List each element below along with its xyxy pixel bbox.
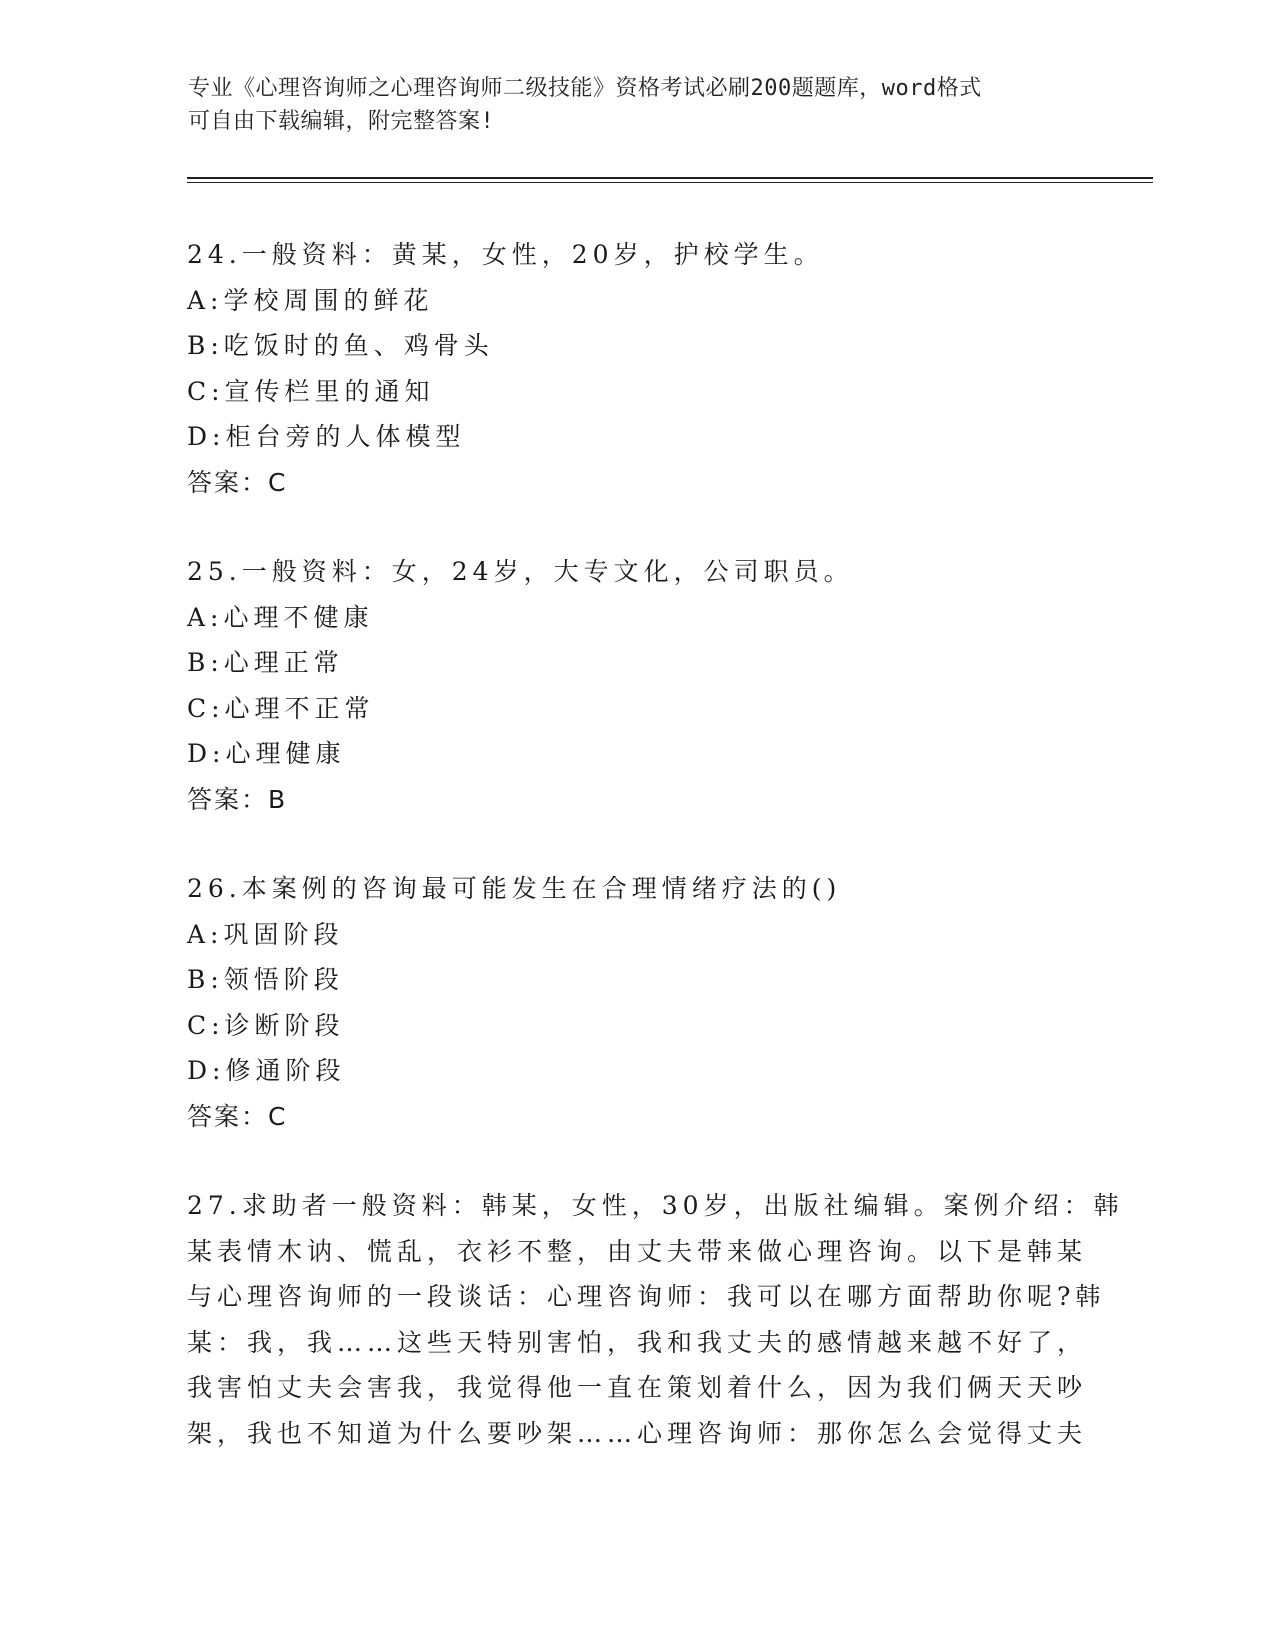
header-line-1: 专业《心理咨询师之心理咨询师二级技能》资格考试必刷200题题库，word格式 <box>188 76 982 101</box>
question-26 <box>187 866 1087 1139</box>
answer: 答案：C <box>187 467 288 497</box>
question-text-line: 某表情木讷、慌乱，衣衫不整，由丈夫带来做心理咨询。以下是韩某 <box>187 1236 1088 1266</box>
question-27 <box>187 1183 1124 1456</box>
option-a: A:学校周围的鲜花 <box>187 285 434 315</box>
header-line-2: 可自由下载编辑，附完整答案! <box>188 109 495 134</box>
option-c: C:诊断阶段 <box>187 1010 345 1040</box>
question-stem: 25.一般资料：女，24岁，大专文化，公司职员。 <box>187 557 854 586</box>
question-text-line: 某：我，我……这些天特别害怕，我和我丈夫的感情越来越不好了， <box>187 1327 1088 1357</box>
question-text-line: 27.求助者一般资料：韩某，女性，30岁，出版社编辑。案例介绍：韩 <box>187 1191 1124 1220</box>
answer: 答案：C <box>187 1101 288 1131</box>
document-header <box>188 72 1068 138</box>
option-c: C:宣传栏里的通知 <box>187 376 435 406</box>
option-a: A:巩固阶段 <box>187 919 344 949</box>
option-b: B:吃饭时的鱼、鸡骨头 <box>187 331 494 360</box>
question-24 <box>187 232 1087 505</box>
header-divider-secondary <box>187 182 1153 183</box>
question-25 <box>187 549 1087 822</box>
question-stem: 24.一般资料：黄某，女性，20岁，护校学生。 <box>187 240 824 269</box>
header-divider <box>187 177 1153 179</box>
option-b: B:心理正常 <box>187 648 344 677</box>
question-text-line: 与心理咨询师的一段谈话：心理咨询师：我可以在哪方面帮助你呢?韩 <box>187 1282 1106 1311</box>
option-a: A:心理不健康 <box>187 602 374 632</box>
question-text-line: 架，我也不知道为什么要吵架……心理咨询师：那你怎么会觉得丈夫 <box>187 1418 1088 1448</box>
option-d: D:柜台旁的人体模型 <box>187 422 466 451</box>
option-d: D:修通阶段 <box>187 1056 346 1085</box>
option-b: B:领悟阶段 <box>187 965 344 994</box>
option-d: D:心理健康 <box>187 739 346 768</box>
question-stem: 26.本案例的咨询最可能发生在合理情绪疗法的() <box>187 874 842 903</box>
option-c: C:心理不正常 <box>187 693 375 723</box>
question-list <box>187 232 1124 1500</box>
question-text-line: 我害怕丈夫会害我，我觉得他一直在策划着什么，因为我们俩天天吵 <box>187 1373 1088 1402</box>
answer: 答案：B <box>187 784 288 814</box>
